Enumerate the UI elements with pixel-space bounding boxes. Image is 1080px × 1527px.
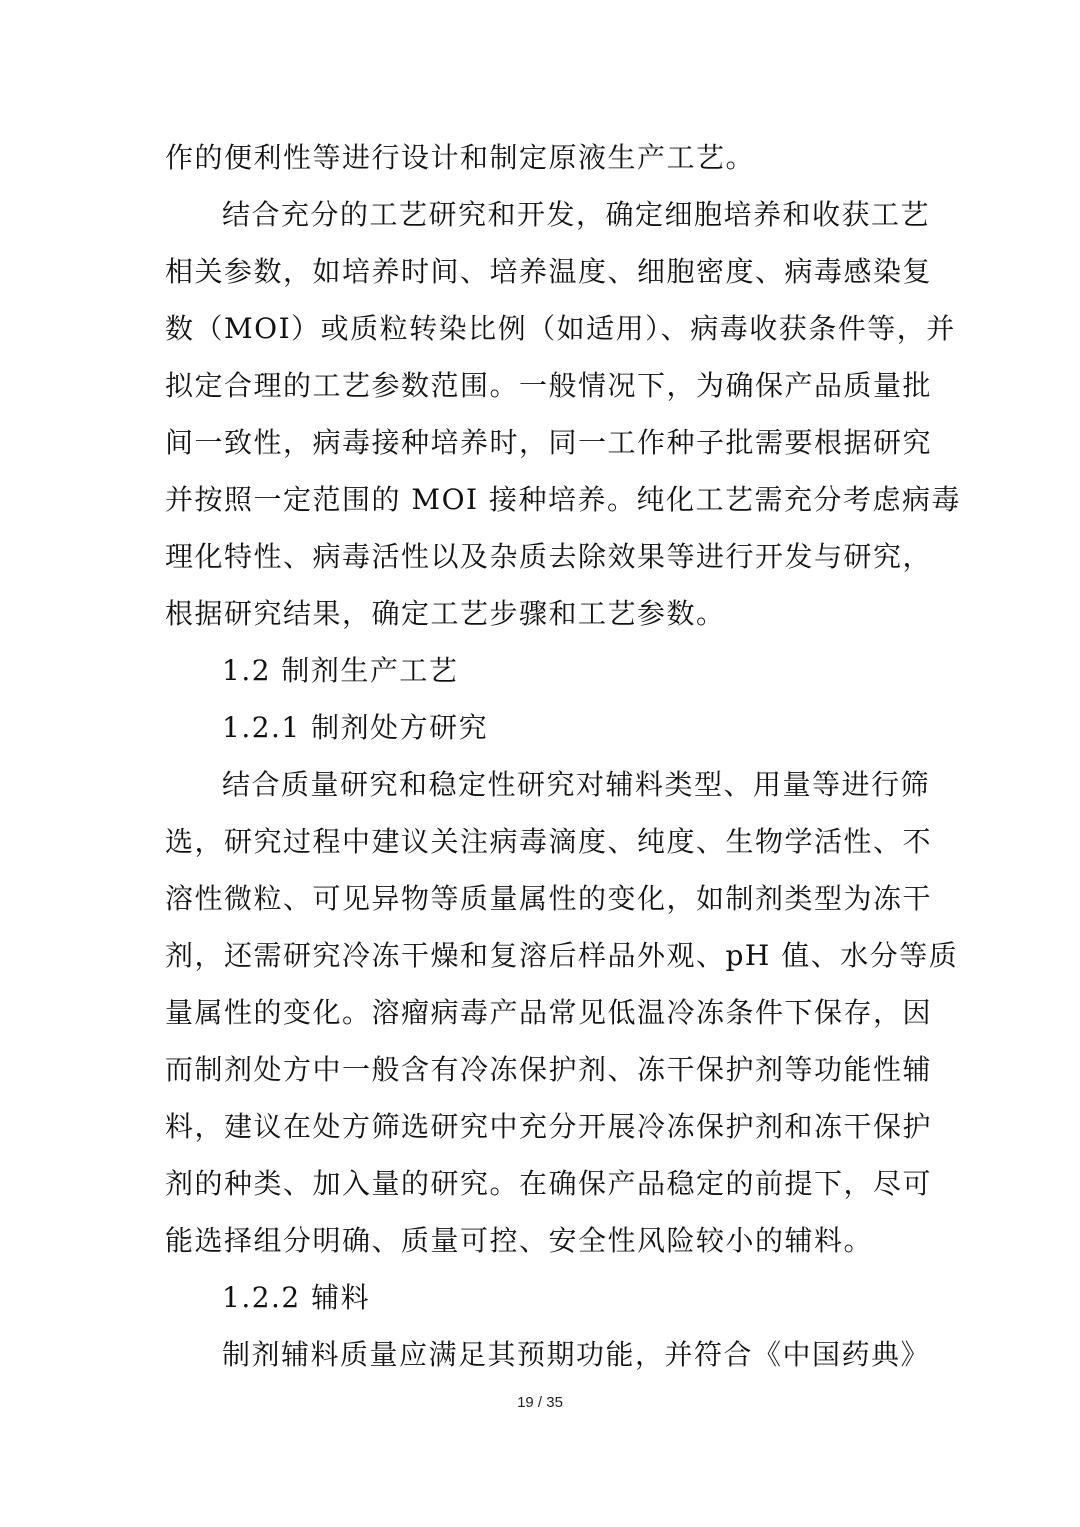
text-line: 而制剂处方中一般含有冷冻保护剂、冻干保护剂等功能性辅 (165, 1053, 933, 1086)
paragraph-first-line: 结合充分的工艺研究和开发，确定细胞培养和收获工艺 (222, 198, 931, 231)
text-line: 选，研究过程中建议关注病毒滴度、纯度、生物学活性、不 (165, 825, 933, 858)
text-line: 并按照一定范围的 MOI 接种培养。纯化工艺需充分考虑病毒 (165, 483, 961, 516)
text-line: 相关参数，如培养时间、培养温度、细胞密度、病毒感染复 (165, 255, 933, 288)
text-line: 理化特性、病毒活性以及杂质去除效果等进行开发与研究， (165, 540, 933, 573)
page-number: 19 / 35 (517, 1394, 563, 1411)
text-line: 料，建议在处方筛选研究中充分开展冷冻保护剂和冻干保护 (165, 1110, 933, 1143)
text-line: 剂，还需研究冷冻干燥和复溶后样品外观、pH 值、水分等质 (165, 939, 959, 972)
paragraph-first-line: 结合质量研究和稳定性研究对辅料类型、用量等进行筛 (222, 768, 931, 801)
text-line: 能选择组分明确、质量可控、安全性风险较小的辅料。 (165, 1224, 874, 1257)
text-line: 溶性微粒、可见异物等质量属性的变化，如制剂类型为冻干 (165, 882, 933, 915)
subsection-heading: 1.2.2 辅料 (222, 1281, 371, 1314)
paragraph-first-line: 制剂辅料质量应满足其预期功能，并符合《中国药典》 (222, 1338, 931, 1371)
text-line: 数（MOI）或质粒转染比例（如适用）、病毒收获条件等，并 (165, 312, 956, 345)
text-line: 量属性的变化。溶瘤病毒产品常见低温冷冻条件下保存，因 (165, 996, 933, 1029)
text-line: 拟定合理的工艺参数范围。一般情况下，为确保产品质量批 (165, 369, 933, 402)
section-heading: 1.2 制剂生产工艺 (222, 654, 459, 687)
text-line: 间一致性，病毒接种培养时，同一工作种子批需要根据研究 (165, 426, 933, 459)
subsection-heading: 1.2.1 制剂处方研究 (222, 711, 489, 744)
text-line: 作的便利性等进行设计和制定原液生产工艺。 (165, 141, 756, 174)
text-line: 剂的种类、加入量的研究。在确保产品稳定的前提下，尽可 (165, 1167, 933, 1200)
text-line: 根据研究结果，确定工艺步骤和工艺参数。 (165, 597, 726, 630)
